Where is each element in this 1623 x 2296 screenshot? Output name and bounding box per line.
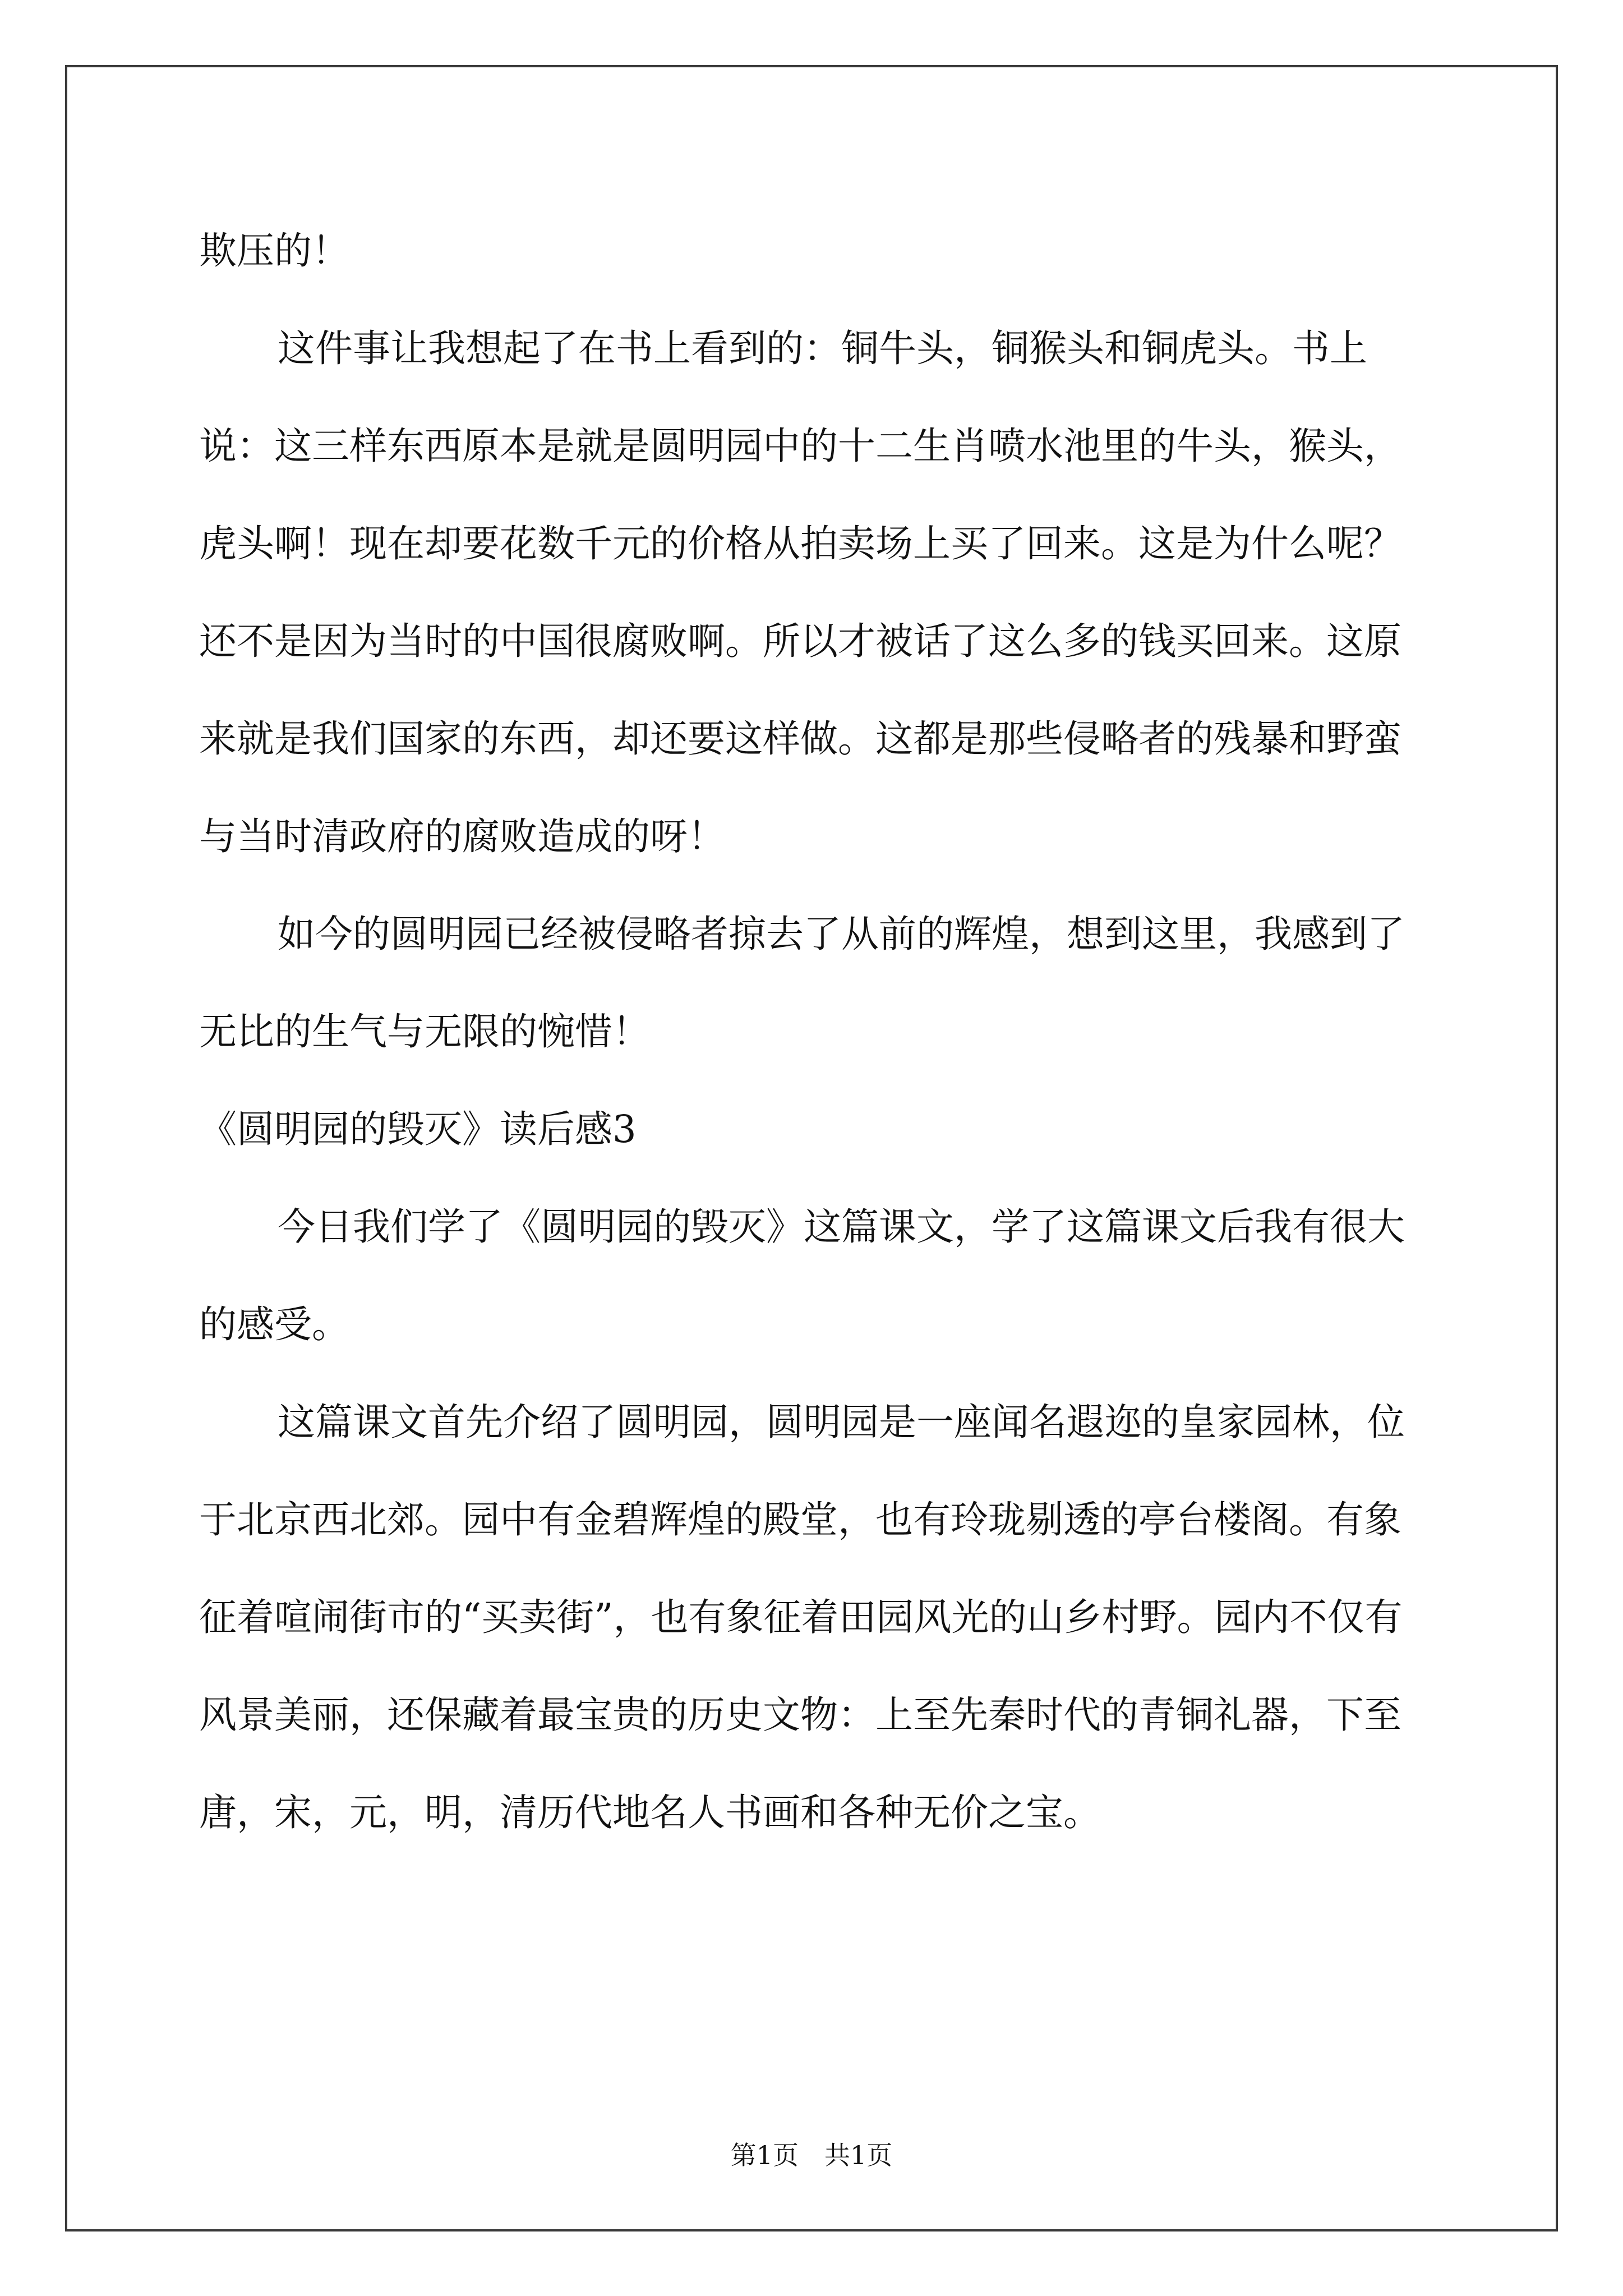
page-footer: 第1页 共1页 xyxy=(730,2140,893,2170)
paragraph-continuation: 欺压的！ xyxy=(199,229,349,273)
document-body xyxy=(199,202,1433,1861)
paragraph-bronze-heads: 这件事让我想起了在书上看到的：铜牛头，铜猴头和铜虎头。书上说：这三样东西原本是就是圆明园中的十二生肖喷水池里的牛头，猴头，虎头啊！现在却要花数千元的价格从拍卖场上买了回来。这是为什么呢？还不是因为当时的中国很腐败啊。所以才被话了这么多的钱买回来。这原来就是我们国家的东西，却还要这样做。这都是那些侵略者的残暴和野蛮与当时清政府的腐败造成的呀！ xyxy=(199,326,1401,858)
section-title: 《圆明园的毁灭》读后感3 xyxy=(199,1107,637,1151)
paragraph-description: 这篇课文首先介绍了圆明园，圆明园是一座闻名遐迩的皇家园林，位于北京西北郊。园中有金碧辉煌的殿堂，也有玲珑剔透的亭台楼阁。有象征着喧闹街市的“买卖街”，也有象征着田园风光的山乡村野。园内不仅有风景美丽，还保藏着最宝贵的历史文物：上至先秦时代的青铜礼器，下至唐，宋，元，明，清历代地名人书画和各种无价之宝。 xyxy=(199,1400,1405,1834)
paragraph-conclusion: 如今的圆明园已经被侵略者掠去了从前的辉煌，想到这里，我感到了无比的生气与无限的惋惜！ xyxy=(199,912,1405,1053)
paragraph-intro: 今日我们学了《圆明园的毁灭》这篇课文，学了这篇课文后我有很大的感受。 xyxy=(199,1205,1405,1346)
